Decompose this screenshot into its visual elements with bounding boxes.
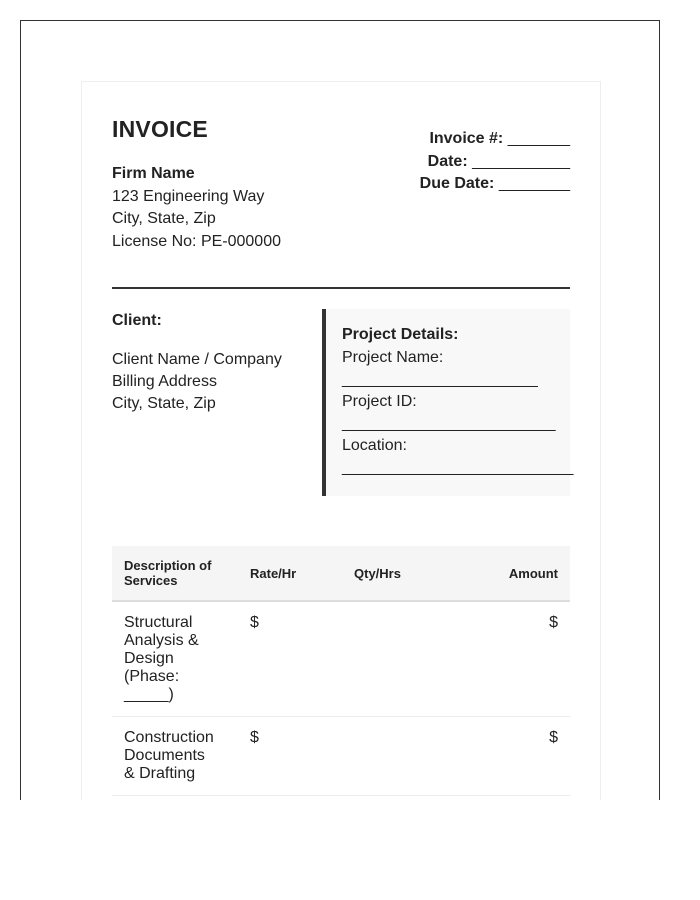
client-city: City, State, Zip [112, 395, 216, 412]
client-info [112, 310, 282, 415]
services-table [112, 546, 570, 796]
project-details-label: Project Details: [342, 326, 459, 343]
row-rate: $ [238, 717, 342, 796]
client-name: Client Name / Company [112, 351, 282, 368]
project-name-label: Project Name: [342, 348, 444, 366]
invoice-date-label: Date: [427, 152, 468, 170]
header-rate: Rate/Hr [238, 546, 342, 601]
table-row [112, 717, 570, 796]
row-amount: $ [446, 717, 570, 796]
invoice-date-row [420, 151, 570, 174]
firm-license: License No: PE-000000 [112, 232, 281, 250]
project-details-box [322, 309, 574, 496]
invoice-title: INVOICE [112, 116, 208, 142]
project-location-label: Location: [342, 436, 407, 454]
invoice-due-date-label: Due Date: [419, 175, 495, 192]
header-qty: Qty/Hrs [342, 546, 446, 601]
row-description [112, 717, 238, 796]
invoice-meta [420, 128, 570, 196]
invoice-due-date-field: ________ [498, 175, 570, 192]
invoice-number-field: _______ [507, 130, 570, 147]
services-table-header [112, 546, 570, 601]
project-location-field: __________________________ [342, 458, 574, 476]
header-amount: Amount [446, 546, 570, 601]
client-billing-address: Billing Address [112, 373, 217, 390]
header-description: Description of Services [112, 546, 238, 601]
header-divider [112, 287, 570, 289]
row-amount: $ [446, 601, 570, 717]
project-id-label: Project ID: [342, 392, 417, 410]
invoice-sheet [81, 81, 601, 800]
row-description [112, 601, 238, 717]
invoice-number-label: Invoice #: [429, 130, 504, 147]
client-label: Client: [112, 312, 162, 329]
project-id-field: ________________________ [342, 414, 556, 432]
firm-address-line2: City, State, Zip [112, 210, 216, 227]
table-row [112, 601, 570, 717]
header-row [112, 546, 570, 601]
invoice-number-row [420, 128, 570, 151]
row-rate: $ [238, 601, 342, 717]
firm-name: Firm Name [112, 165, 195, 182]
row-description-text: Construction Documents & Drafting [124, 729, 214, 782]
row-description-text: Structural Analysis & Design (Phase: _____) [124, 614, 199, 703]
firm-info [112, 163, 281, 253]
row-qty [342, 717, 446, 796]
row-qty [342, 601, 446, 717]
invoice-due-date-row [420, 173, 570, 196]
invoice-date-field: ___________ [472, 152, 570, 170]
project-name-field: ______________________ [342, 370, 538, 388]
firm-address-line1: 123 Engineering Way [112, 187, 265, 205]
